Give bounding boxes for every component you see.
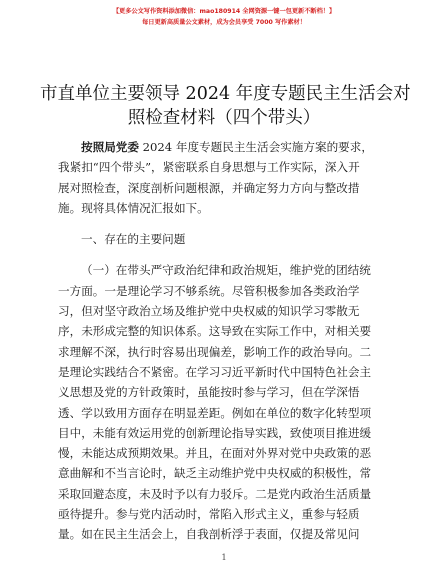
banner-line-2: 每日更新高质量公文素材，成为会员享受 7000 写作素材！ bbox=[142, 19, 306, 26]
paragraph-line: 求理解不深，执行时容易出现偏差，影响工作的政治导向。二 bbox=[58, 344, 372, 359]
paragraph-line: 序，未形成完整的知识体系。这导致在实际工作中，对相关要 bbox=[58, 324, 372, 339]
intro-bold-lead: 按照局党委 bbox=[81, 140, 139, 154]
banner-line-1: 【更多公文写作资料添加微信：mao180914 全网资源一键一包更新不断档！】 bbox=[112, 8, 336, 15]
paragraph-line: （一）在带头严守政治纪律和政治规矩，维护党的团结统 bbox=[81, 263, 371, 278]
intro-line: 展对照检查，深度剖析问题根源，并确定努力方向与整改措 bbox=[58, 180, 360, 195]
paragraph-line: 慢，未能达成预期效果。并且，在面对外界对党中央政策的恶 bbox=[58, 446, 372, 461]
document-title bbox=[40, 82, 411, 130]
paragraph-line: 一方面。一是理论学习不够系统。尽管积极参加各类政治学 bbox=[58, 283, 360, 298]
intro-line: 施。现将具体情况汇报如下。 bbox=[58, 200, 209, 215]
paragraph-line: 习，但对坚守政治立场及维护党中央权威的知识学习零散无 bbox=[58, 304, 360, 319]
paragraph-line: 采取回避态度，未及时予以有力驳斥。二是党内政治生活质量 bbox=[58, 486, 372, 501]
intro-first-line-rest: 2024 年度专题民主生活会实施方案的要求， bbox=[138, 140, 373, 154]
paragraph-line: 是理论实践结合不紧密。在学习习近平新时代中国特色社会主 bbox=[58, 364, 372, 379]
page-number: 1 bbox=[221, 553, 227, 562]
paragraph-line: 透、学以致用方面存在明显差距。例如在单位的数字化转型项 bbox=[58, 405, 372, 420]
paragraph-line: 义思想及党的方针政策时，虽能按时参与学习，但在学深悟 bbox=[58, 385, 360, 400]
title-line-2: 照检查材料（四个带头） bbox=[127, 108, 321, 128]
paragraph-line: 目中，未能有效运用党的创新理论指导实践，致使项目推进缓 bbox=[58, 425, 372, 440]
paragraph-line: 意曲解和不当言论时，缺乏主动维护党中央权威的积极性，常 bbox=[58, 466, 372, 481]
section-heading: 一、存在的主要问题 bbox=[81, 232, 186, 247]
header-banner bbox=[0, 6, 448, 28]
intro-first-line bbox=[58, 137, 390, 157]
document-body bbox=[58, 137, 390, 545]
title-line-1: 市直单位主要领导 2024 年度专题民主生活会对 bbox=[40, 84, 411, 104]
paragraph-line: 亟待提升。参与党内活动时，常陷入形式主义，重参与轻质 bbox=[58, 507, 360, 522]
paragraph-line: 量。如在民主生活会上，自我剖析浮于表面，仅提及常见问 bbox=[58, 527, 360, 542]
intro-line: 我紧扣“四个带头”，紧密联系自身思想与工作实际，深入开 bbox=[58, 160, 360, 175]
